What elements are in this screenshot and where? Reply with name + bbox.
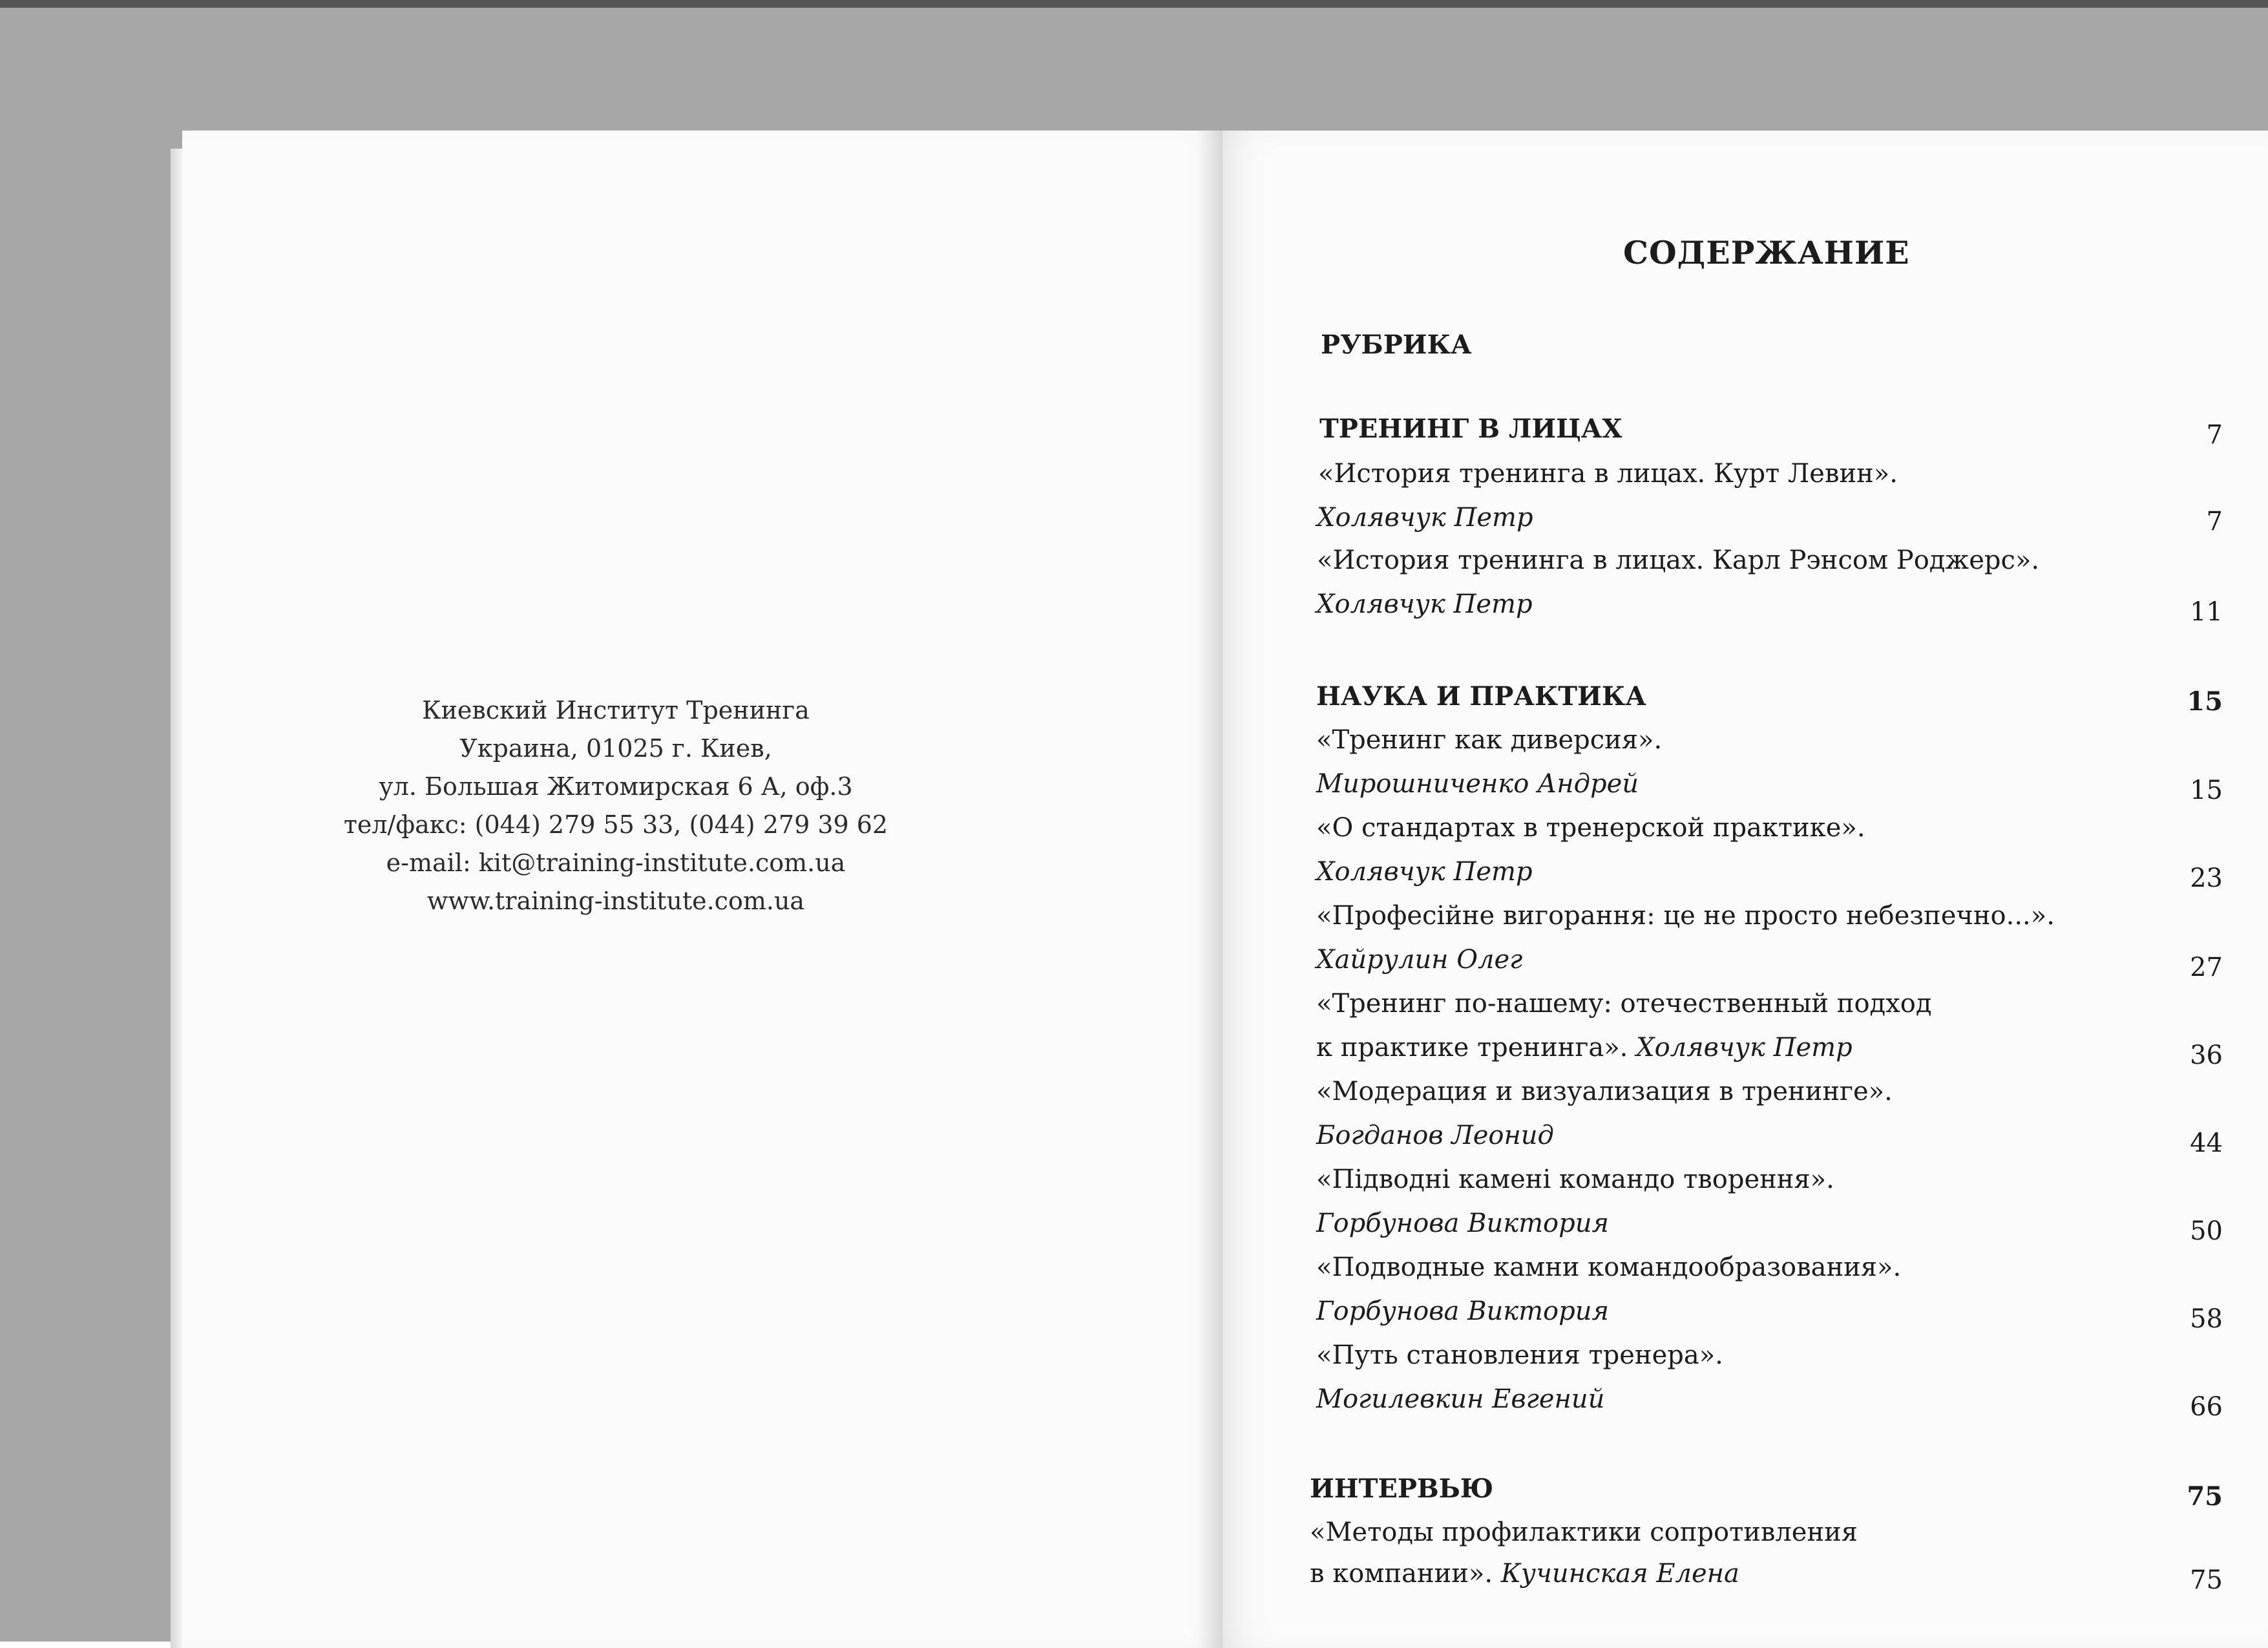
toc-entry-page: 23 <box>2190 863 2223 893</box>
toc-entry-title: «Подводные камни командообразования». <box>1316 1252 1902 1282</box>
toc-entry-title-cont <box>1316 1033 1853 1062</box>
toc-entry-title: «О стандартах в тренерской практике». <box>1316 813 1865 843</box>
toc-entry-author: Холявчук Петр <box>1316 857 1533 887</box>
toc-entry-title-cont-text: в компании». <box>1310 1559 1493 1589</box>
toc-entry-author: Горбунова Виктория <box>1316 1209 1609 1238</box>
section-heading-interview: ИНТЕРВЬЮ <box>1310 1474 1494 1504</box>
toc-entry-title: «История тренинга в лицах. Курт Левин». <box>1318 459 1898 489</box>
toc-entry-title: «Тренинг по-нашему: отечественный подход <box>1316 989 1932 1019</box>
toc-entry-title: «Тренинг как диверсия». <box>1316 725 1663 755</box>
publisher-website: www.training-institute.com.ua <box>426 887 805 915</box>
rubric-label: РУБРИКА <box>1321 330 1472 360</box>
toc-entry-author: Горбунова Виктория <box>1316 1296 1609 1326</box>
toc-entry-title-cont <box>1310 1559 1739 1589</box>
toc-entry-page: 50 <box>2190 1216 2223 1246</box>
left-page-edge <box>171 149 182 1648</box>
section-heading-science-practice: НАУКА И ПРАКТИКА <box>1316 681 1646 712</box>
toc-entry-author: Кучинская Елена <box>1500 1559 1739 1589</box>
toc-entry-title: «Підводні камені командо творення». <box>1316 1165 1834 1194</box>
section-page-interview: 75 <box>2187 1481 2223 1512</box>
publisher-phone: тел/факс: (044) 279 55 33, (044) 279 39 62 <box>343 810 888 839</box>
toc-entry-page: 27 <box>2190 953 2223 982</box>
publisher-country-city: Украина, 01025 г. Киев, <box>459 734 772 763</box>
toc-entry-title: «История тренинга в лицах. Карл Рэнсом Роджерс». <box>1317 545 2040 575</box>
toc-entry-page: 58 <box>2190 1304 2223 1334</box>
toc-entry-page: 15 <box>2190 776 2223 805</box>
toc-entry-page: 36 <box>2190 1041 2223 1070</box>
toc-title: СОДЕРЖАНИЕ <box>1623 234 1910 271</box>
left-page <box>182 131 1223 1648</box>
toc-entry-title: «Професійне вигорання: це не просто небезпечно...». <box>1316 901 2055 931</box>
toc-entry-title-cont-text: к практике тренинга». <box>1316 1033 1628 1062</box>
right-page <box>1223 131 2268 1648</box>
section-page-science-practice: 15 <box>2187 686 2223 717</box>
toc-entry-title: «Путь становления тренера». <box>1316 1340 1723 1370</box>
publisher-name: Киевский Институт Тренинга <box>422 696 810 724</box>
table-of-contents <box>1223 131 2268 1648</box>
toc-entry-title: «Модерация и визуализация в тренинге». <box>1316 1077 1893 1106</box>
toc-entry-page: 7 <box>2206 507 2223 536</box>
toc-entry-author: Холявчук Петр <box>1316 589 1533 619</box>
toc-entry-page: 11 <box>2190 597 2223 627</box>
toc-entry-page: 66 <box>2190 1392 2223 1422</box>
toc-entry-author: Мирошниченко Андрей <box>1316 769 1639 799</box>
publisher-address: ул. Большая Житомирская 6 А, оф.3 <box>379 772 853 801</box>
toc-entry-author: Холявчук Петр <box>1636 1033 1853 1062</box>
section-heading-training-faces: ТРЕНИНГ В ЛИЦАХ <box>1319 414 1622 444</box>
section-page-training-faces: 7 <box>2206 420 2223 450</box>
toc-entry-page: 44 <box>2190 1128 2223 1158</box>
publisher-info <box>182 692 1049 920</box>
publisher-email: e-mail: kit@training-institute.com.ua <box>386 849 846 877</box>
toc-entry-page: 75 <box>2190 1565 2223 1595</box>
toc-entry-title: «Методы профилактики сопротивления <box>1310 1517 1858 1547</box>
toc-entry-author: Хайрулин Олег <box>1316 945 1523 975</box>
toc-entry-author: Могилевкин Евгений <box>1316 1384 1605 1414</box>
toc-entry-author: Холявчук Петр <box>1317 503 1533 533</box>
toc-entry-author: Богданов Леонид <box>1316 1121 1554 1150</box>
